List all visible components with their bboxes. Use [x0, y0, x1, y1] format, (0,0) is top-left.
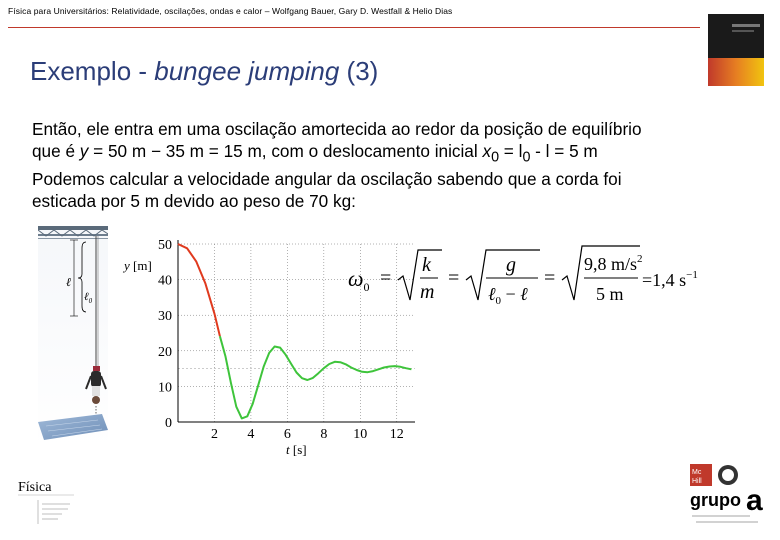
- text-run: = l: [499, 141, 523, 161]
- x-tick-label: 12: [389, 427, 404, 442]
- book-logo: [18, 478, 88, 528]
- x-tick-label: 6: [283, 427, 291, 442]
- y-tick-label: 20: [158, 344, 172, 360]
- title-prefix: Exemplo -: [30, 56, 155, 86]
- equals-sign: =: [448, 267, 460, 289]
- y-tick-label: 50: [158, 238, 172, 253]
- body-paragraph: [32, 118, 752, 212]
- cover-decoration: [732, 30, 754, 32]
- equals-sign: =: [380, 267, 392, 289]
- y-tick-label: 40: [158, 273, 172, 289]
- body-line: Podemos calcular a velocidade angular da oscilação sabendo que a corda foi: [32, 169, 622, 190]
- y-tick-labels: [158, 238, 172, 431]
- numerator-k: k: [422, 254, 431, 276]
- book-cover-image: [708, 14, 764, 86]
- damped-oscillation-curve: [220, 336, 412, 418]
- x-tick-label: 2: [210, 427, 218, 442]
- body-line: [32, 140, 752, 168]
- subscript: 0: [491, 149, 500, 166]
- text-run: - l = 5 m: [530, 141, 598, 161]
- x-tick-label: 10: [353, 427, 368, 442]
- label-l0: ℓ$_0$: [84, 291, 93, 305]
- svg-text:Física: Física: [18, 480, 52, 495]
- denominator-value: 5 m: [596, 284, 624, 304]
- x-axis-label: t [s]: [286, 442, 307, 457]
- denominator-l0-minus-l: ℓ$_0$ − ℓ: [488, 284, 528, 307]
- label-l: ℓ: [66, 275, 71, 289]
- fisica-logo-graphic: [18, 478, 88, 528]
- var-y: y: [79, 141, 89, 161]
- x-tick-labels: [211, 427, 404, 442]
- cover-color-band: [708, 58, 764, 86]
- header-divider: [8, 27, 700, 28]
- grupo-a-mark: a: [746, 484, 763, 517]
- text-run: que é: [32, 141, 80, 161]
- numerator-value: 9,8 $m/s^2$: [584, 253, 643, 274]
- page-header: Física para Universitários: Relatividade, oscilações, ondas e calor – Wolfgang Bauer, Gary D. Westfall & Helio Dias: [8, 6, 453, 16]
- y-axis-label: y [m]: [124, 258, 152, 273]
- title-italic: bungee jumping: [154, 56, 340, 86]
- numerator-g: g: [506, 254, 516, 276]
- x-tick-label: 4: [247, 427, 255, 442]
- result-value: =1,4 $s^{-1}$: [642, 269, 698, 290]
- denominator-m: m: [420, 281, 435, 303]
- omega-symbol: $\omega_0$: [348, 266, 370, 294]
- equals-sign: =: [544, 267, 556, 289]
- free-fall-curve: [178, 244, 220, 336]
- subscript: 0: [522, 149, 531, 166]
- angular-frequency-formula: [340, 238, 720, 314]
- y-tick-label: 10: [158, 380, 172, 396]
- body-line: esticada por 5 m devido ao peso de 70 kg:: [32, 191, 356, 212]
- y-tick-label: 30: [158, 309, 172, 325]
- publisher-logo: [688, 462, 770, 532]
- grupo-wordmark: grupo: [690, 490, 741, 510]
- svg-text:Hill: Hill: [692, 478, 702, 485]
- var-x: x: [482, 141, 492, 161]
- cover-decoration: [732, 24, 760, 27]
- y-tick-label: 0: [165, 416, 172, 431]
- text-run: = 50 m − 35 m = 15 m, com o deslocamento inicial: [88, 141, 483, 161]
- slide-title: [30, 56, 378, 87]
- svg-text:Mc: Mc: [692, 469, 702, 476]
- bungee-jumper-photo: [38, 226, 108, 448]
- title-suffix: (3): [339, 56, 379, 86]
- body-line: Então, ele entra em uma oscilação amortecida ao redor da posição de equilíbrio: [32, 119, 642, 139]
- x-tick-label: 8: [320, 427, 328, 442]
